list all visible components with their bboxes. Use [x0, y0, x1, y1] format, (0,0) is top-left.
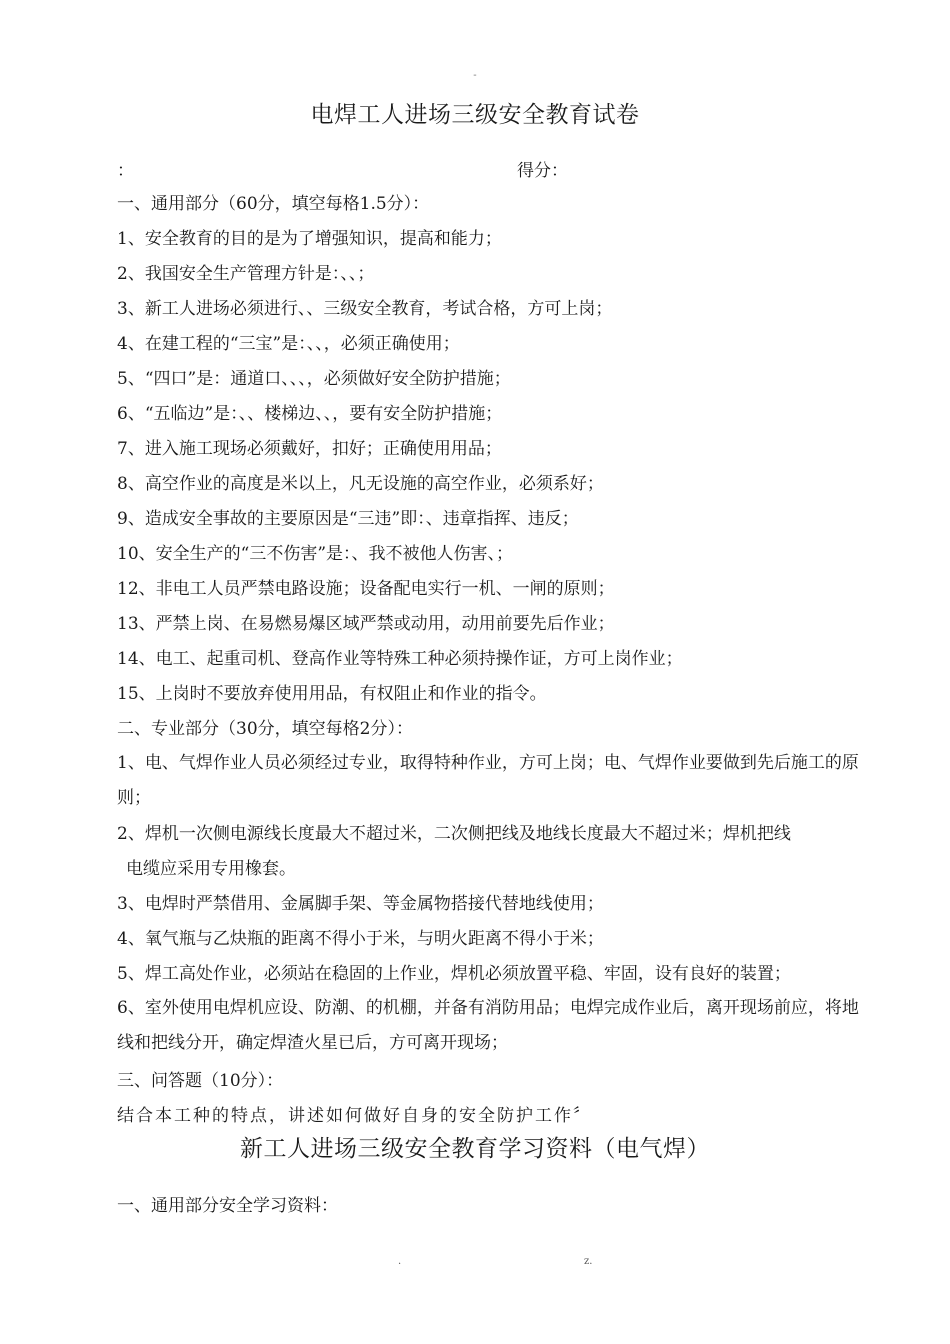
question-paragraph: 6、室外使用电焊机应设、防潮、的机棚，并备有消防用品；电焊完成作业后，离开现场前应，将地线和把线分开，确定焊渣火星已后，方可离开现场； [117, 998, 859, 1053]
question-line-continued: 电缆应采用专用橡套。 [126, 859, 296, 879]
essay-question: 结合本工种的特点，讲述如何做好自身的安全防护工作〞 [117, 1106, 592, 1126]
footer-mark-right: z. [584, 1256, 593, 1267]
question-line: 5、焊工高处作业，必须站在稳固的上作业，焊机必须放置平稳、牢固，设有良好的装置； [117, 964, 791, 984]
question-line: 14、电工、起重司机、登高作业等特殊工种必须持操作证，方可上岗作业； [117, 649, 683, 669]
question-line: 5、“四口”是：通道口、、、，必须做好安全防护措施； [117, 369, 511, 389]
study-section-heading: 一、通用部分安全学习资料： [117, 1196, 338, 1216]
question-line: 1、安全教育的目的是为了增强知识，提高和能力； [117, 229, 502, 249]
question-line: 4、氧气瓶与乙炔瓶的距离不得小于米，与明火距离不得小于米； [117, 929, 604, 949]
question-line: 2、我国安全生产管理方针是：、、； [117, 264, 375, 284]
question-line: 9、造成安全事故的主要原因是“三违”即：、违章指挥、违反； [117, 509, 579, 529]
meta-row [117, 156, 877, 180]
study-material-title: 新工人进场三级安全教育学习资料（电气焊） [240, 1136, 710, 1162]
question-line: 4、在建工程的“三宝”是：、、，必须正确使用； [117, 334, 460, 354]
page-title: 电焊工人进场三级安全教育试卷 [310, 102, 640, 128]
question-line: 3、电焊时严禁借用、金属脚手架、等金属物搭接代替地线使用； [117, 894, 604, 914]
question-line: 8、高空作业的高度是米以上，凡无设施的高空作业，必须系好； [117, 474, 604, 494]
question-line: 13、严禁上岗、在易燃易爆区域严禁或动用，动用前要先后作业； [117, 614, 615, 634]
question-line: 6、“五临边”是：、、楼梯边、、，要有安全防护措施； [117, 404, 503, 424]
section-2-heading: 二、专业部分（30分，填空每格2分）： [117, 719, 413, 739]
question-line: 15、上岗时不要放弃使用用品，有权阻止和作业的指令。 [117, 684, 547, 704]
header-mark: - [473, 70, 477, 81]
question-line: 2、焊机一次侧电源线长度最大不超过米，二次侧把线及地线长度最大不超过米；焊机把线 [117, 824, 791, 844]
question-paragraph: 1、电、气焊作业人员必须经过专业，取得特种作业，方可上岗；电、气焊作业要做到先后施工的原则； [117, 753, 859, 808]
section-3-heading: 三、问答题（10分）： [117, 1071, 284, 1091]
score-label: 得分： [517, 161, 568, 181]
question-line: 12、非电工人员严禁电路设施；设备配电实行一机、一闸的原则； [117, 579, 615, 599]
section-1-heading: 一、通用部分（60分，填空每格1.5分）： [117, 194, 430, 214]
question-line: 10、安全生产的“三不伤害”是：、我不被他人伤害、； [117, 544, 514, 564]
footer-mark-left: . [398, 1256, 402, 1267]
question-line: 3、新工人进场必须进行、、三级安全教育，考试合格，方可上岗； [117, 299, 613, 319]
name-label: ： [117, 161, 134, 181]
question-line: 7、进入施工现场必须戴好，扣好；正确使用用品； [117, 439, 502, 459]
